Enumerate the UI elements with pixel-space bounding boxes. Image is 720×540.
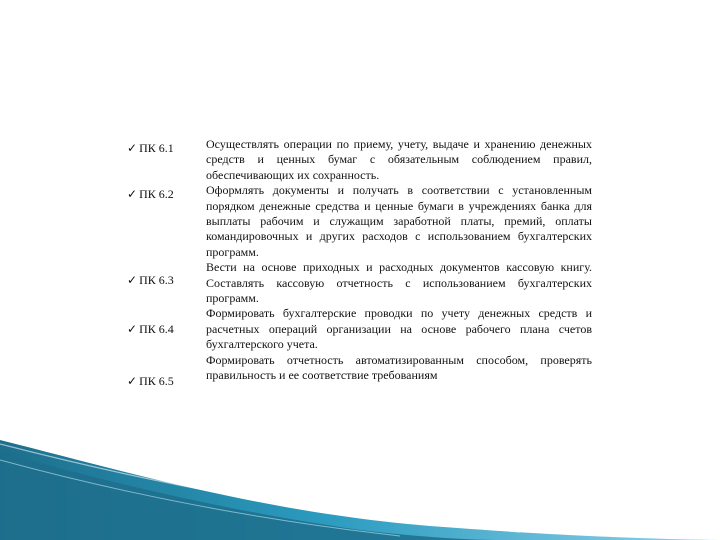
competency-description-6-3: Вести на основе приходных и расходных документов кассовую книгу. Составлять кассовую отчетность с использованием бухгалтерских программ. xyxy=(206,260,592,306)
checkmark-icon: ✓ xyxy=(127,322,138,336)
competency-code-6-1 xyxy=(127,140,174,156)
competency-code-6-5 xyxy=(127,373,174,389)
checkmark-icon: ✓ xyxy=(127,141,138,155)
competency-descriptions xyxy=(206,137,592,384)
checkmark-icon: ✓ xyxy=(127,273,138,287)
competency-code-label: ПК 6.4 xyxy=(139,322,174,336)
competency-description-6-5: Формировать отчетность автоматизированным способом, проверять правильность и ее соответствие требованиям xyxy=(206,352,592,383)
competency-code-label: ПК 6.1 xyxy=(139,141,174,155)
competency-code-6-4 xyxy=(127,321,174,337)
competency-description-6-2: Оформлять документы и получать в соответствии с установленным порядком денежные средства и ценные бумаги в учреждениях банка для выплаты рабочим и служащим заработной платы, премий, оплаты командировочных и других расходов с использованием бухгалтерских программ. xyxy=(206,183,592,259)
competency-description-6-4: Формировать бухгалтерские проводки по учету денежных средств и расчетных операций организации на основе рабочего плана счетов бухгалтерского учета. xyxy=(206,306,592,352)
checkmark-icon: ✓ xyxy=(127,187,138,201)
competency-code-label: ПК 6.2 xyxy=(139,187,174,201)
competency-description-6-1: Осуществлять операции по приему, учету, выдаче и хранению денежных средств и ценных бумаг с обязательным соблюдением правил, обеспечивающих их сохранность. xyxy=(206,137,592,182)
competency-code-label: ПК 6.3 xyxy=(139,273,174,287)
checkmark-icon: ✓ xyxy=(127,374,138,388)
decorative-wave xyxy=(0,440,720,540)
competency-code-6-3 xyxy=(127,272,174,288)
competency-code-label: ПК 6.5 xyxy=(139,374,174,388)
competency-code-6-2 xyxy=(127,186,174,202)
